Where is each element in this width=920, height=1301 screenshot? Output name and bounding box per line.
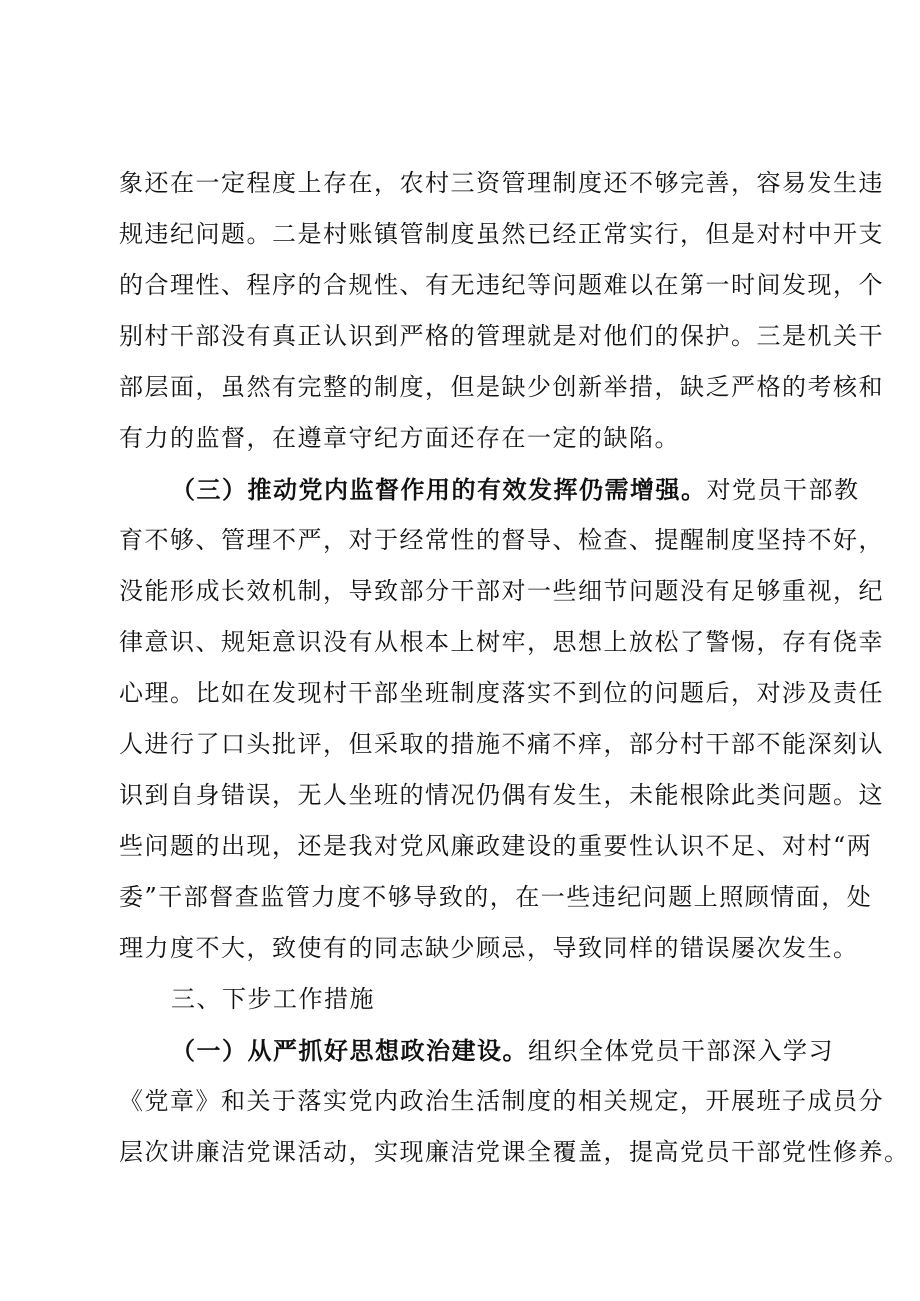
text-line: 委”干部督查监管力度不够导致的，在一些违纪问题上照顾情面，处 [119, 883, 873, 911]
text-line: 没能形成长效机制，导致部分干部对一些细节问题没有足够重视，纪 [119, 577, 884, 605]
section-heading-next-steps: 三、下步工作措施 [171, 985, 375, 1013]
text-line: 识到自身错误，无人坐班的情况仍偶有发生，未能根除此类问题。这 [119, 781, 884, 809]
measure-1-title: （一）从严抓好思想政治建设。 [171, 1036, 528, 1065]
text-line: 律意识、规矩意识没有从根本上树牢，思想上放松了警惕，存有侥幸 [119, 628, 884, 656]
text-line: 象还在一定程度上存在，农村三资管理制度还不够完善，容易发生违 [119, 169, 884, 197]
text-line: 有力的监督，在遵章守纪方面还存在一定的缺陷。 [119, 424, 680, 452]
measure-1-first-line [119, 1025, 834, 1076]
text-line: 部层面，虽然有完整的制度，但是缺少创新举措，缺乏严格的考核和 [119, 373, 884, 401]
text-line: 的合理性、程序的合规性、有无违纪等问题难以在第一时间发现，个 [119, 271, 884, 299]
text-line: 人进行了口头批评，但采取的措施不痛不痒，部分村干部不能深刻认 [119, 730, 884, 758]
text-line: 些问题的出现，还是我对党风廉政建设的重要性认识不足、对村“两 [119, 832, 873, 860]
text-line: 层次讲廉洁党课活动，实现廉洁党课全覆盖，提高党员干部党性修养。 [119, 1138, 910, 1166]
section-3-title: （三）推动党内监督作用的有效发挥仍需增强。 [171, 475, 707, 504]
text-line: 规违纪问题。二是村账镇管制度虽然已经正常实行，但是对村中开支 [119, 220, 884, 248]
text-line: 育不够、管理不严，对于经常性的督导、检查、提醒制度坚持不好， [119, 526, 884, 554]
document-body [119, 158, 910, 1178]
text-line: 理力度不大，致使有的同志缺少顾忌，导致同样的错误屡次发生。 [119, 934, 859, 962]
section-3-first-line [119, 464, 860, 515]
text-line: 别村干部没有真正认识到严格的管理就是对他们的保护。三是机关干 [119, 322, 884, 350]
text-line: 《党章》和关于落实党内政治生活制度的相关规定，开展班子成员分 [119, 1087, 884, 1115]
text-fragment: 组织全体党员干部深入学习 [528, 1037, 834, 1065]
text-line: 心理。比如在发现村干部坐班制度落实不到位的问题后，对涉及责任 [119, 679, 884, 707]
text-fragment: 对党员干部教 [706, 476, 860, 504]
